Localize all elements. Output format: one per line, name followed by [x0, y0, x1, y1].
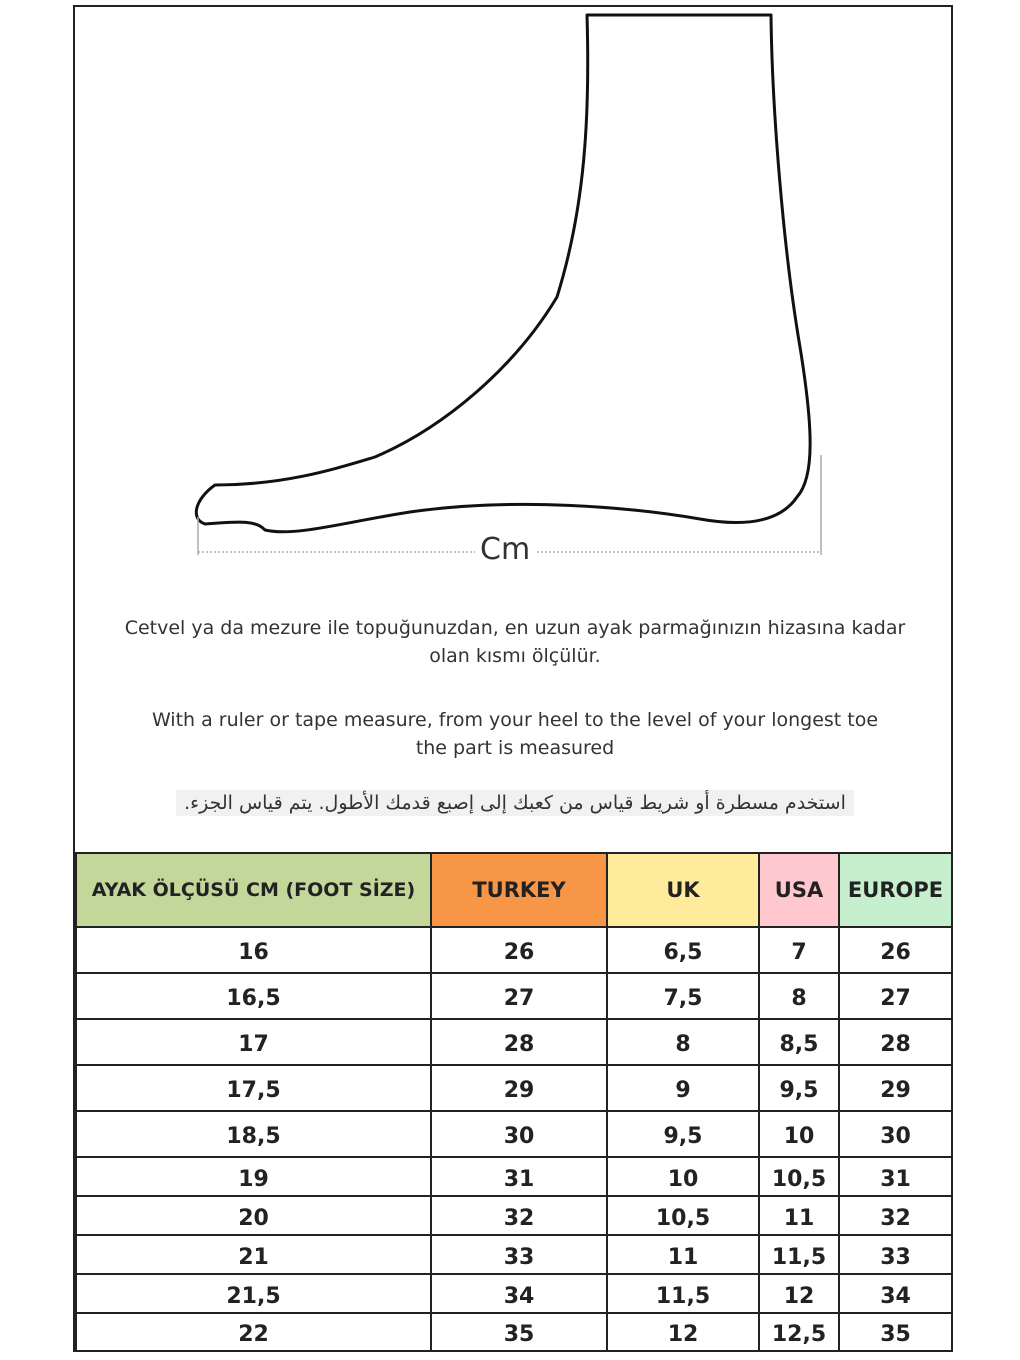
cell-turkey: 30: [431, 1111, 607, 1157]
table-row: [76, 1235, 952, 1274]
size-table: [75, 852, 953, 1352]
cell-foot-size: 20: [76, 1196, 431, 1235]
cell-uk: 9: [607, 1065, 759, 1111]
cell-europe: 31: [839, 1157, 952, 1196]
cell-usa: 9,5: [759, 1065, 839, 1111]
foot-outline-icon: [75, 7, 955, 607]
cell-europe: 26: [839, 927, 952, 973]
turkish-line-1: Cetvel ya da mezure ile topuğunuzdan, en uzun ayak parmağınızın hizasına kadar: [124, 617, 906, 639]
cell-turkey: 34: [431, 1274, 607, 1313]
cell-uk: 7,5: [607, 973, 759, 1019]
cell-uk: 10,5: [607, 1196, 759, 1235]
cell-uk: 8: [607, 1019, 759, 1065]
cell-foot-size: 18,5: [76, 1111, 431, 1157]
cell-uk: 6,5: [607, 927, 759, 973]
english-line-1: With a ruler or tape measure, from your heel to the level of your longest toe: [151, 709, 879, 731]
cell-foot-size: 16: [76, 927, 431, 973]
cell-usa: 12: [759, 1274, 839, 1313]
cell-uk: 10: [607, 1157, 759, 1196]
table-row: [76, 1019, 952, 1065]
foot-illustration: [75, 7, 955, 852]
table-row: [76, 1111, 952, 1157]
table-row: [76, 1065, 952, 1111]
size-table-header: [76, 853, 952, 927]
cell-europe: 27: [839, 973, 952, 1019]
cell-usa: 10,5: [759, 1157, 839, 1196]
cell-foot-size: 21,5: [76, 1274, 431, 1313]
cell-foot-size: 19: [76, 1157, 431, 1196]
cell-foot-size: 22: [76, 1313, 431, 1351]
measure-label: Cm: [480, 532, 531, 567]
cell-usa: 8,5: [759, 1019, 839, 1065]
cell-turkey: 29: [431, 1065, 607, 1111]
cell-europe: 33: [839, 1235, 952, 1274]
cell-uk: 11: [607, 1235, 759, 1274]
header-europe: EUROPE: [839, 853, 952, 927]
cell-usa: 7: [759, 927, 839, 973]
cell-europe: 35: [839, 1313, 952, 1351]
cell-europe: 29: [839, 1065, 952, 1111]
english-instructions: [75, 706, 955, 762]
cell-foot-size: 17: [76, 1019, 431, 1065]
cell-turkey: 26: [431, 927, 607, 973]
table-row: [76, 973, 952, 1019]
cell-usa: 10: [759, 1111, 839, 1157]
table-row: [76, 1157, 952, 1196]
english-line-2: the part is measured: [415, 737, 615, 759]
cell-turkey: 32: [431, 1196, 607, 1235]
arabic-instructions: [75, 789, 955, 817]
cell-turkey: 27: [431, 973, 607, 1019]
turkish-line-2: olan kısmı ölçülür.: [429, 645, 601, 667]
table-row: [76, 1313, 952, 1351]
turkish-instructions: [75, 614, 955, 670]
cell-foot-size: 16,5: [76, 973, 431, 1019]
cell-foot-size: 21: [76, 1235, 431, 1274]
table-row: [76, 1196, 952, 1235]
header-usa: USA: [759, 853, 839, 927]
cell-uk: 11,5: [607, 1274, 759, 1313]
cell-usa: 11: [759, 1196, 839, 1235]
cell-europe: 30: [839, 1111, 952, 1157]
size-chart-frame: [73, 5, 953, 1352]
cell-europe: 34: [839, 1274, 952, 1313]
header-foot-size: AYAK ÖLÇÜSÜ CM (FOOT SİZE): [76, 853, 431, 927]
cell-turkey: 31: [431, 1157, 607, 1196]
cell-europe: 32: [839, 1196, 952, 1235]
table-row: [76, 927, 952, 973]
table-row: [76, 1274, 952, 1313]
cell-usa: 12,5: [759, 1313, 839, 1351]
cell-turkey: 35: [431, 1313, 607, 1351]
header-turkey: TURKEY: [431, 853, 607, 927]
header-uk: UK: [607, 853, 759, 927]
cell-usa: 8: [759, 973, 839, 1019]
cell-turkey: 28: [431, 1019, 607, 1065]
arabic-line: استخدم مسطرة أو شريط قياس من كعبك إلى إصبع قدمك الأطول. يتم قياس الجزء.: [176, 790, 854, 816]
cell-uk: 9,5: [607, 1111, 759, 1157]
cell-usa: 11,5: [759, 1235, 839, 1274]
cell-europe: 28: [839, 1019, 952, 1065]
cell-uk: 12: [607, 1313, 759, 1351]
cell-turkey: 33: [431, 1235, 607, 1274]
cell-foot-size: 17,5: [76, 1065, 431, 1111]
